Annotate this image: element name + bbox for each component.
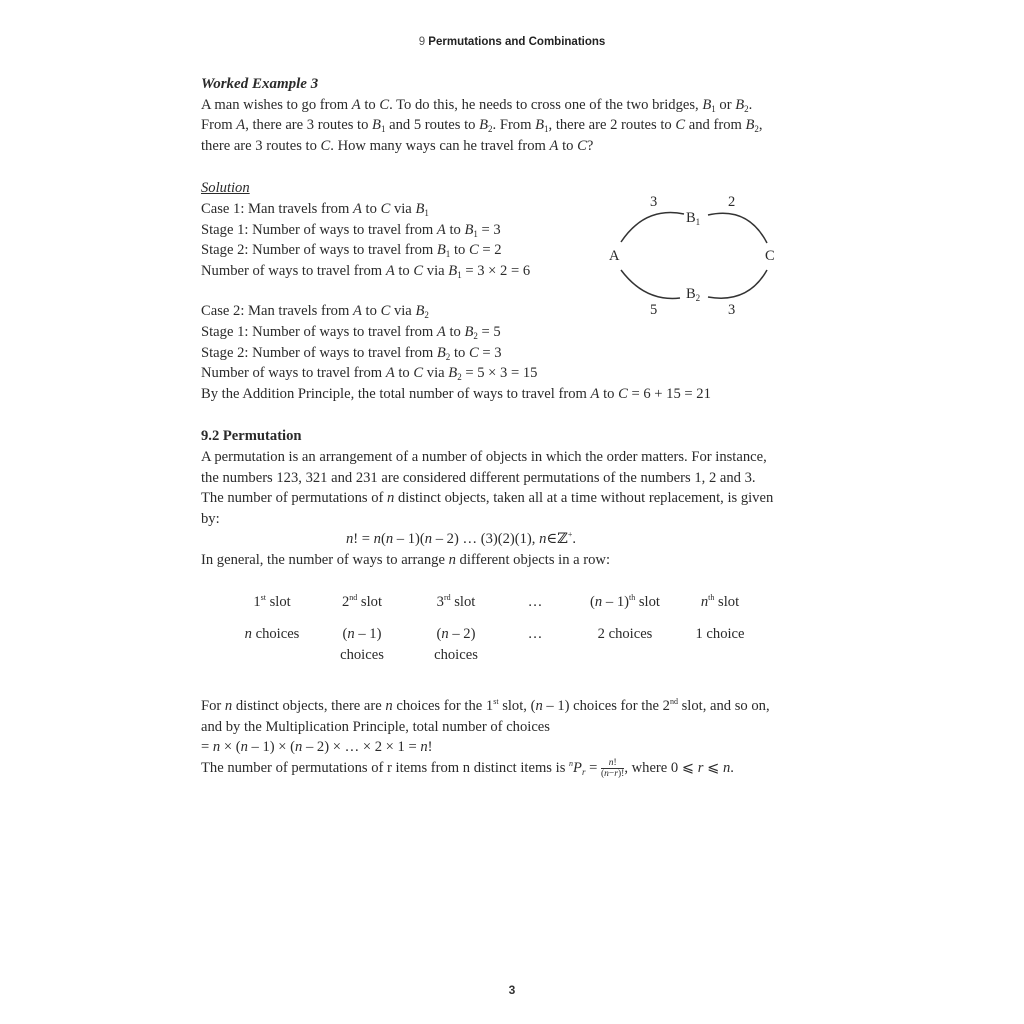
node-c: C	[765, 248, 775, 264]
slot-header-ellipsis: …	[527, 594, 543, 610]
case1-total: Number of ways to travel from A to C via $B_1 = 3 \times 2 = 6$	[201, 262, 531, 280]
case1-stage1: Stage 1: Number of ways to travel from A to $B_1 = 3$	[201, 221, 501, 239]
case1-stage2: Stage 2: Number of ways to travel from $B_1$ to C = 2	[201, 242, 502, 260]
para1-line-3: The number of permutations of n distinct objects, taken all at a time without replacement, is given	[201, 490, 774, 507]
para2-line-3: = n × (n – 1) × (n – 2) × … × 2 × 1 = n!	[201, 739, 433, 756]
npr-fraction: $\frac{n!}{(n-r)!}$	[601, 757, 625, 779]
running-header	[0, 36, 1024, 48]
slot-choice-1: n choices	[244, 626, 300, 642]
para1-line-4: by:	[201, 510, 220, 527]
page-number: 3	[508, 983, 516, 997]
node-b1: $B_1$	[686, 210, 701, 227]
slot-header-3: 3rd slot	[436, 593, 476, 610]
para1-line-1: A permutation is an arrangement of a number of objects in which the order matters. For instance,	[201, 448, 767, 465]
problem-line-1: A man wishes to go from A to C. To do this, he needs to cross one of the two bridges, $B_1$ or $B_2$.	[201, 96, 753, 114]
para2-line-1: For n distinct objects, there are n choices for the 1st slot, (n – 1) choices for the 2nd slot, and so on,	[201, 697, 770, 714]
npr-definition: The number of permutations of r items from n distinct items is $^nP_r$ = $\frac{n!}{(n-r)!}$ , where 0 ⩽ r ⩽ n.	[201, 757, 734, 779]
slot-header-n: $n^{th}$ slot	[700, 593, 740, 610]
slot-header-1: 1st slot	[253, 593, 291, 610]
slots-table	[232, 592, 760, 665]
chapter-title: Permutations and Combinations	[428, 36, 606, 48]
node-a: A	[609, 248, 620, 264]
worked-example-title: Worked Example 3	[201, 76, 319, 92]
edge-b1-c-label: 2	[728, 194, 736, 210]
slot-choice-n-minus-1: 2 choices	[597, 626, 653, 642]
case1-heading: Case 1: Man travels from A to C via $B_1$	[201, 200, 429, 218]
bridges-diagram	[600, 190, 790, 325]
slot-choice-2: (n – 1) choices	[340, 626, 384, 663]
case2-heading: Case 2: Man travels from A to C via $B_2$	[201, 303, 429, 321]
para2-line-2: and by the Multiplication Principle, total number of choices	[201, 718, 550, 735]
section-title: 9.2 Permutation	[201, 428, 302, 445]
edge-a-b2-label: 5	[650, 302, 658, 318]
problem-line-3: there are 3 routes to C. How many ways can he travel from A to C?	[201, 137, 594, 154]
slot-header-n-minus-1: (n – 1)$^{th}$ slot	[590, 593, 660, 610]
page-body-lower	[201, 696, 811, 779]
para1-line-2: the numbers 123, 321 and 231 are considered different permutations of the numbers 1, 2 and 3.	[201, 469, 756, 486]
slots-intro: In general, the number of ways to arrange n different objects in a row:	[201, 551, 611, 568]
case2-stage2: Stage 2: Number of ways to travel from $B_2$ to C = 3	[201, 344, 502, 362]
case2-total: Number of ways to travel from A to C via $B_2 = 5 \times 3 = 15$	[201, 365, 538, 383]
node-b2: $B_2$	[686, 286, 701, 303]
conclusion: By the Addition Principle, the total number of ways to travel from A to C = 6 + 15 = 21	[201, 385, 711, 402]
case2-stage1: Stage 1: Number of ways to travel from A to $B_2 = 5$	[201, 323, 501, 341]
chapter-number: 9	[418, 36, 426, 48]
edge-b2-c-label: 3	[728, 302, 736, 318]
problem-line-2: From A, there are 3 routes to $B_1$ and 5 routes to $B_2$. From $B_1$, there are 2 routes to C and from $B_2$,	[201, 117, 763, 135]
slot-choice-n: 1 choice	[695, 626, 745, 642]
edge-a-b1-label: 3	[650, 194, 658, 210]
factorial-formula: n! = n(n – 1)(n – 2) … (3)(2)(1), n∈ℤ+.	[345, 530, 576, 548]
solution-label: Solution	[201, 180, 250, 197]
slot-header-2: 2nd slot	[341, 593, 383, 610]
slot-choice-3: (n – 2) choices	[434, 626, 478, 663]
slot-choice-ellipsis: …	[527, 626, 543, 642]
